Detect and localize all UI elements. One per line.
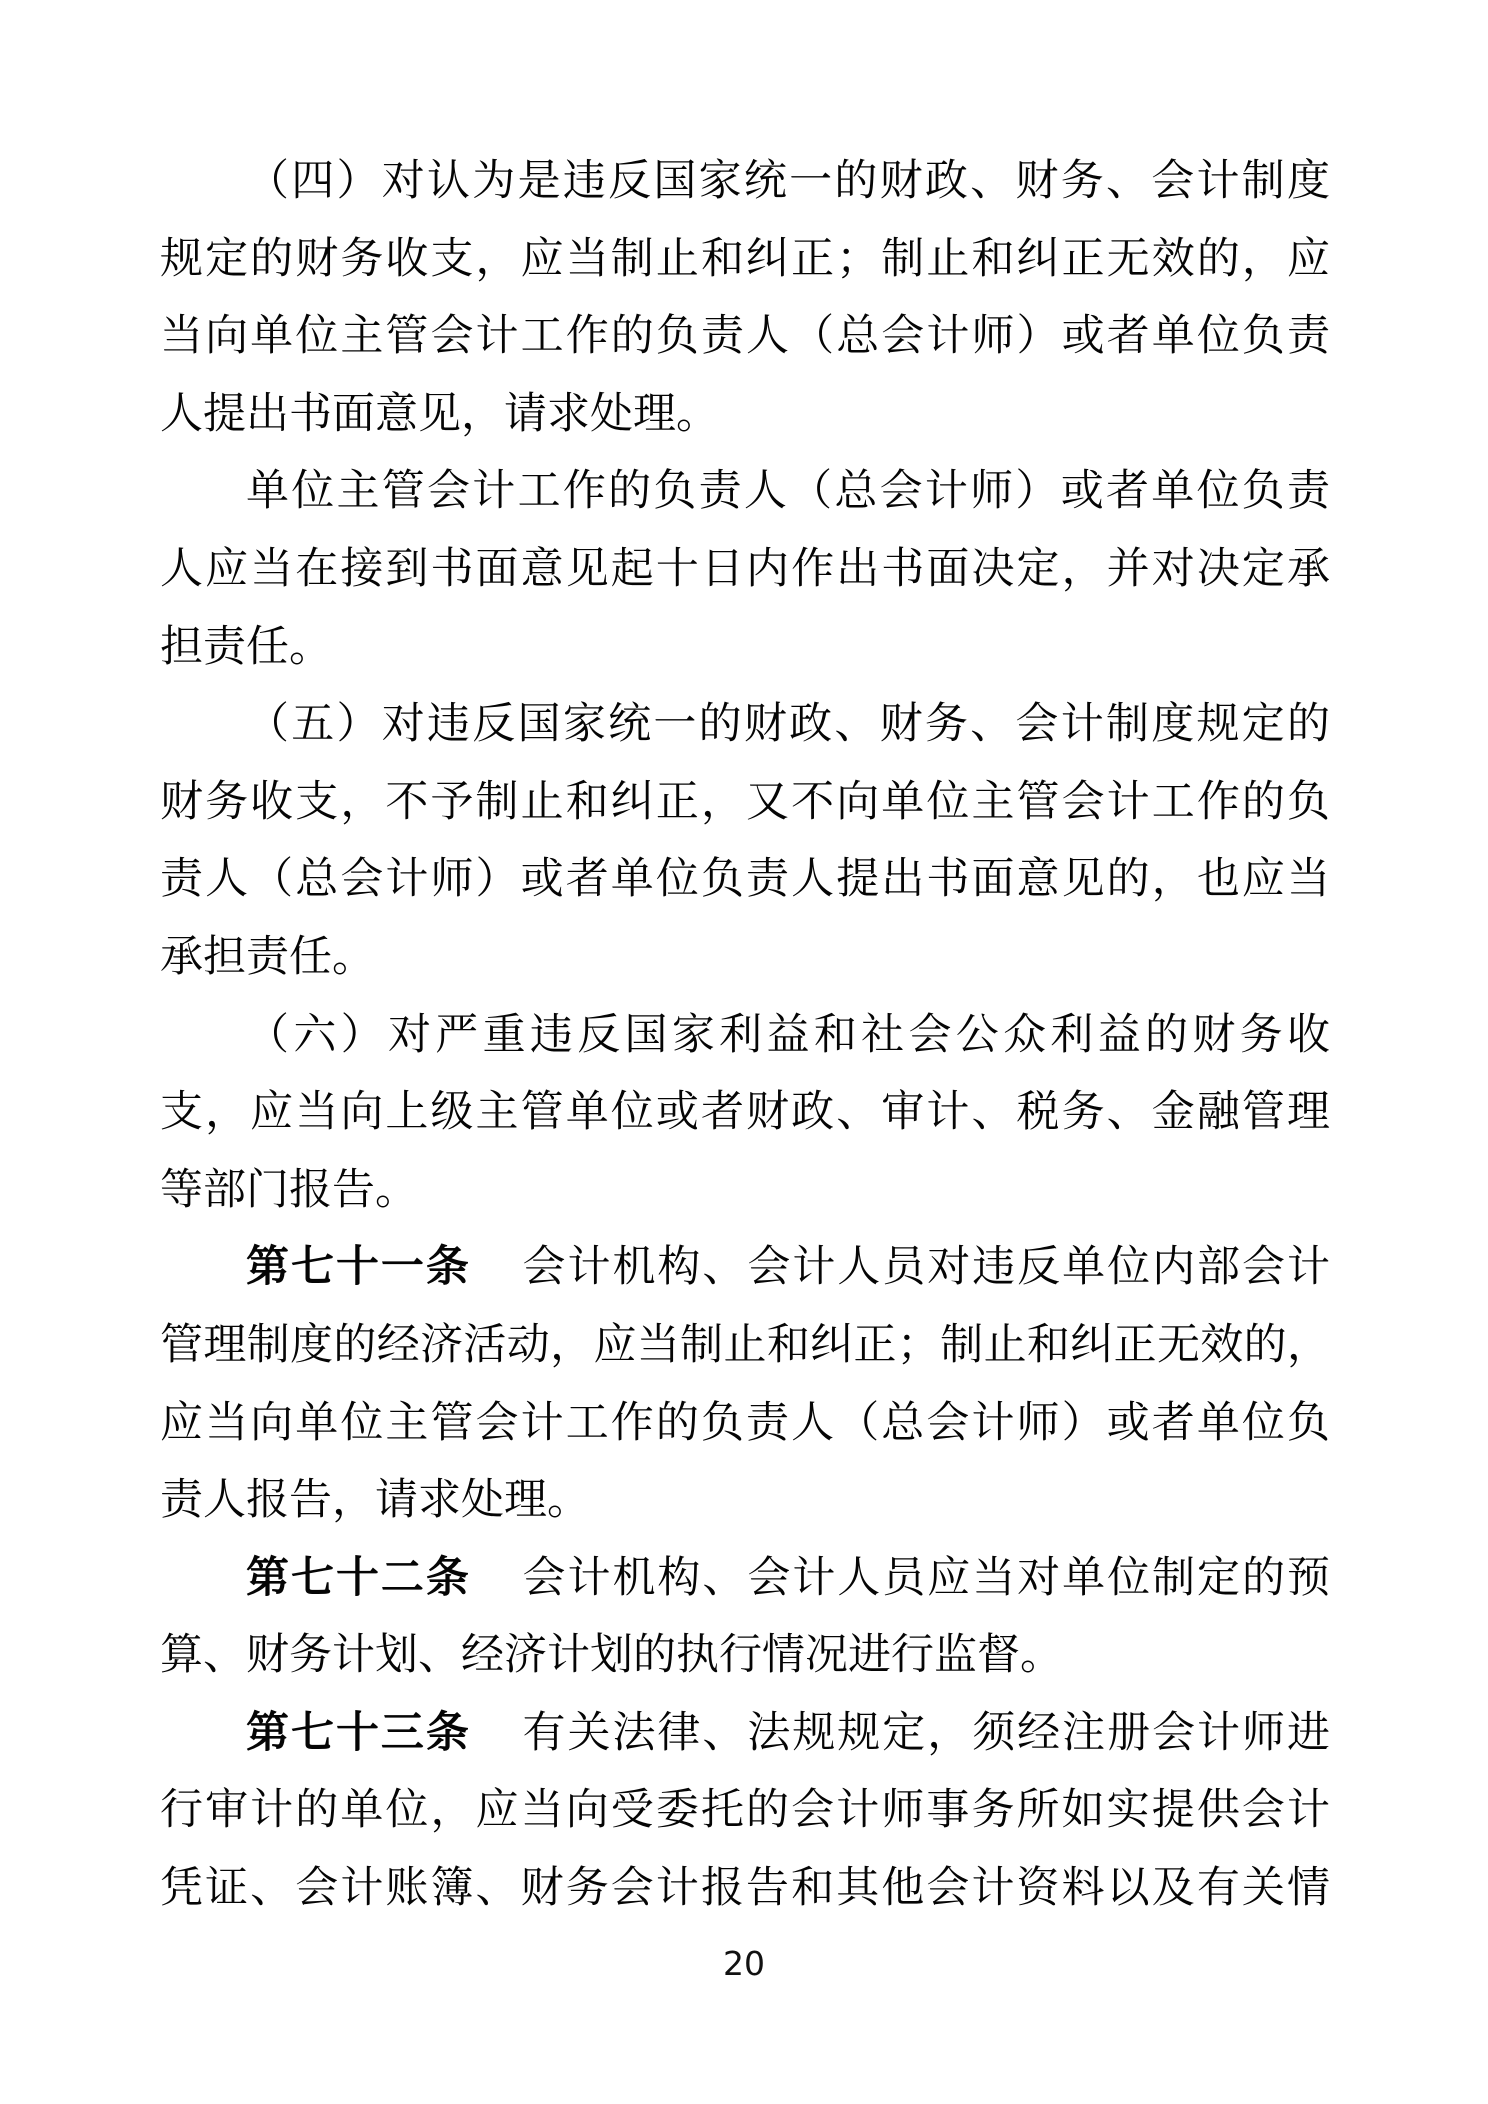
line-text: 担责任。 — [160, 621, 332, 672]
line-text: 等部门报告。 — [160, 1164, 418, 1215]
line-text: （五）对违反国家统一的财政、财务、会计制度规定的 — [246, 699, 1330, 750]
line-text: 会计机构、会计人员对违反单位内部会计 — [522, 1242, 1331, 1293]
text-line — [160, 221, 1330, 299]
page-number: 20 — [723, 1944, 765, 1983]
line-text: 人提出书面意见，请求处理。 — [160, 388, 719, 439]
text-line — [160, 997, 1330, 1075]
line-text: 当向单位主管会计工作的负责人（总会计师）或者单位负责 — [160, 311, 1330, 362]
line-text: 应当向单位主管会计工作的负责人（总会计师）或者单位负 — [160, 1397, 1330, 1448]
line-text: 财务收支，不予制止和纠正，又不向单位主管会计工作的负 — [160, 776, 1330, 827]
text-line — [160, 1695, 1330, 1773]
line-text: 算、财务计划、经济计划的执行情况进行监督。 — [160, 1630, 1063, 1681]
article-number: 第七十三条 — [246, 1707, 471, 1758]
text-line — [160, 531, 1330, 609]
text-line — [160, 764, 1330, 842]
article-number: 第七十一条 — [246, 1242, 471, 1293]
text-line — [160, 453, 1330, 531]
line-text: 责人报告，请求处理。 — [160, 1475, 590, 1526]
text-line — [160, 1229, 1330, 1307]
text-line — [160, 919, 1330, 997]
line-text: （四）对认为是违反国家统一的财政、财务、会计制度 — [246, 156, 1330, 206]
line-text: 支，应当向上级主管单位或者财政、审计、税务、金融管理 — [160, 1087, 1330, 1138]
text-block — [160, 143, 1330, 1928]
line-text: 规定的财务收支，应当制止和纠正；制止和纠正无效的，应 — [160, 233, 1330, 284]
line-text: 人应当在接到书面意见起十日内作出书面决定，并对决定承 — [160, 543, 1330, 594]
line-text: 行审计的单位，应当向受委托的会计师事务所如实提供会计 — [160, 1785, 1330, 1836]
line-text: 单位主管会计工作的负责人（总会计师）或者单位负责 — [246, 466, 1330, 517]
text-line — [160, 376, 1330, 454]
line-text: 凭证、会计账簿、财务会计报告和其他会计资料以及有关情 — [160, 1863, 1330, 1914]
text-line — [160, 298, 1330, 376]
text-line — [160, 1462, 1330, 1540]
text-line — [160, 1074, 1330, 1152]
text-line — [160, 1152, 1330, 1230]
article-number: 第七十二条 — [246, 1552, 471, 1603]
text-line — [160, 686, 1330, 764]
text-line — [160, 1307, 1330, 1385]
text-line — [160, 1540, 1330, 1618]
line-text: 管理制度的经济活动，应当制止和纠正；制止和纠正无效的， — [160, 1319, 1330, 1370]
text-line — [160, 1850, 1330, 1928]
text-line — [160, 1617, 1330, 1695]
text-line — [160, 143, 1330, 221]
page-footer — [0, 1944, 1488, 1983]
text-line — [160, 1385, 1330, 1463]
text-line — [160, 841, 1330, 919]
line-text: （六）对严重违反国家利益和社会公众利益的财务收 — [246, 1009, 1330, 1060]
text-line — [160, 609, 1330, 687]
line-text: 有关法律、法规规定，须经注册会计师进 — [522, 1707, 1331, 1758]
line-text: 会计机构、会计人员应当对单位制定的预 — [522, 1552, 1331, 1603]
text-line — [160, 1772, 1330, 1850]
line-text: 承担责任。 — [160, 931, 375, 982]
line-text: 责人（总会计师）或者单位负责人提出书面意见的，也应当 — [160, 854, 1330, 905]
